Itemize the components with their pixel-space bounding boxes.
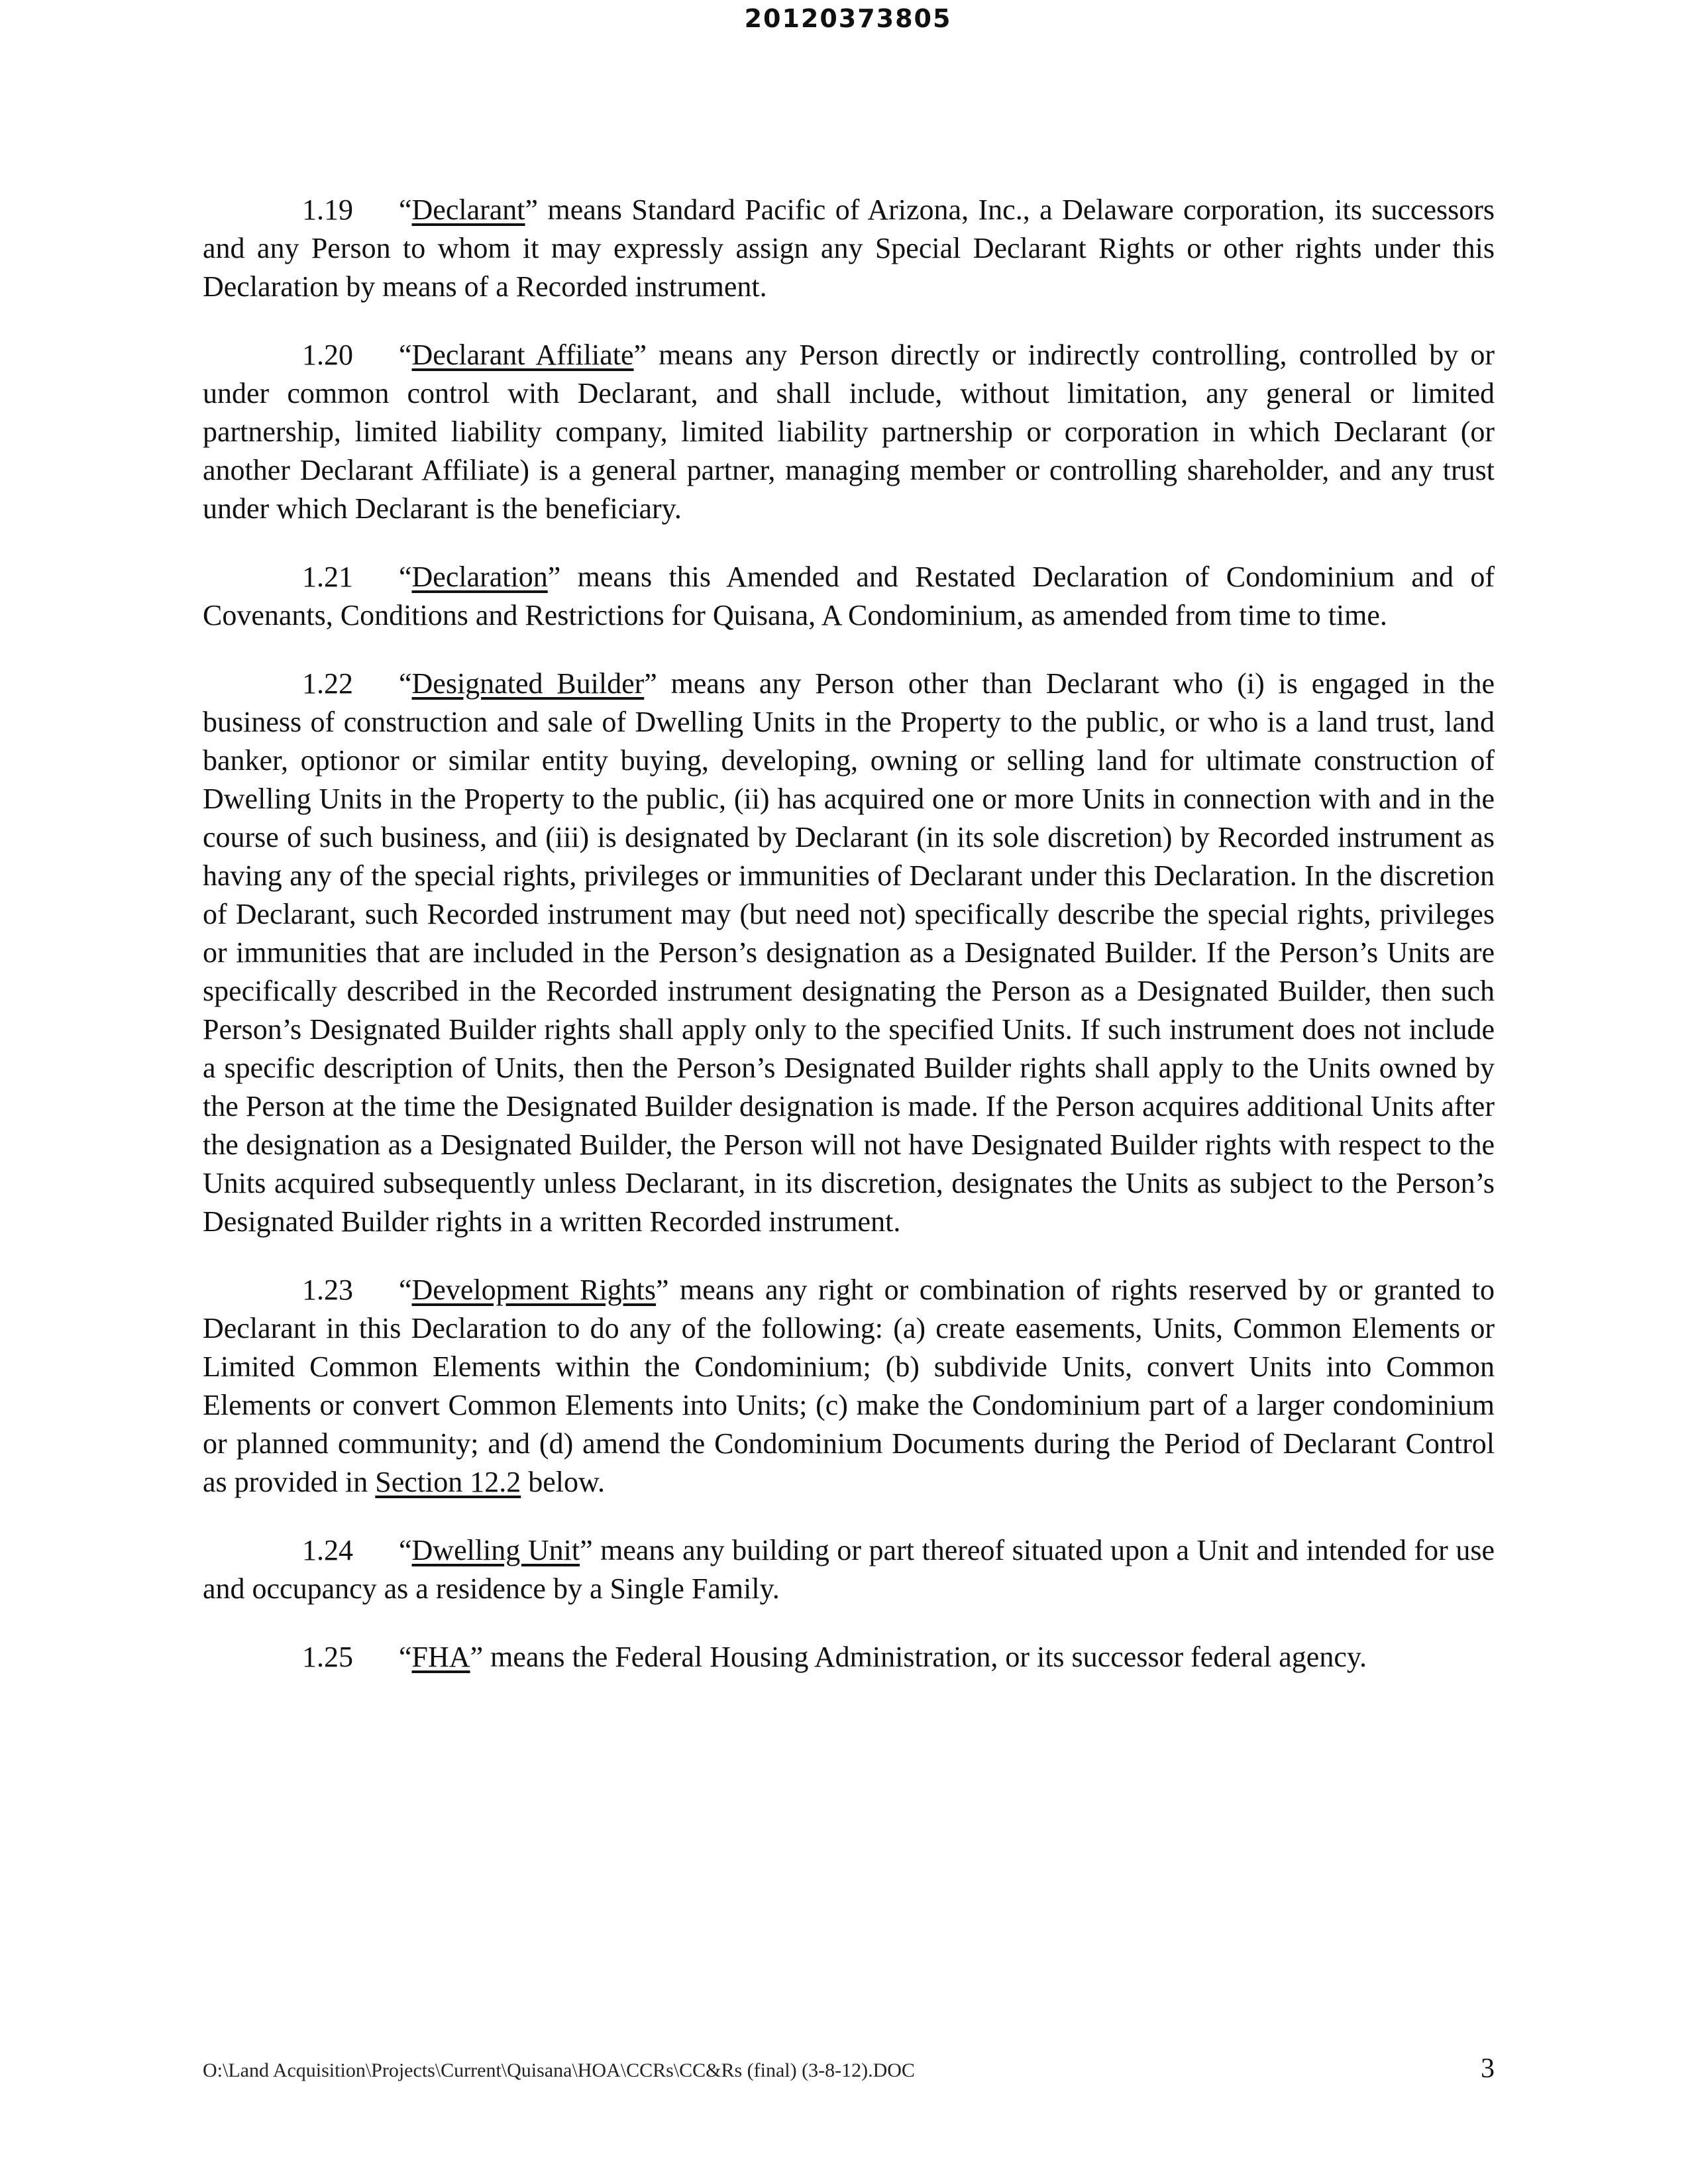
- section-number: 1.21: [302, 561, 353, 593]
- definition-paragraph: 1.22 “Designated Builder” means any Person other than Declarant who (i) is engaged in the business of construction and sale of Dwelling Units in the Property to the public, or who is a land trust, land banker, optionor or similar entity buying, developing, owning or selling land for ultimate construction of Dwelling Units in the Property to the public, (ii) has acquired one or more Units in connection with and in the course of such business, and (iii) is designated by Declarant (in its sole discretion) by Recorded instrument as having any of the special rights, privileges or immunities of Declarant under this Declaration. In the discretion of Declarant, such Recorded instrument may (but need not) specifically describe the special rights, privileges or immunities that are included in the Person’s designation as a Designated Builder. If the Person’s Units are specifically described in the Recorded instrument designating the Person as a Designated Builder, then such Person’s Designated Builder rights shall apply only to the specified Units. If such instrument does not include a specific description of Units, then the Person’s Designated Builder rights shall apply to the Units owned by the Person at the time the Designated Builder designation is made. If the Person acquires additional Units after the designation as a Designated Builder, the Person will not have Designated Builder rights with respect to the Units acquired subsequently unless Declarant, in its discretion, designates the Units as subject to the Person’s Designated Builder rights in a written Recorded instrument.: [203, 665, 1495, 1241]
- section-reference: Section 12.2: [375, 1466, 521, 1498]
- definition-text-end: below.: [521, 1466, 605, 1498]
- defined-term: Declarant: [411, 193, 525, 226]
- section-number: 1.20: [302, 339, 353, 371]
- definition-paragraph: 1.20 “Declarant Affiliate” means any Person directly or indirectly controlling, controlled by or under common control with Declarant, and shall include, without limitation, any general or limited partnership, limited liability company, limited liability partnership or corporation in which Declarant (or another Declarant Affiliate) is a general partner, managing member or controlling shareholder, and any trust under which Declarant is the beneficiary.: [203, 336, 1495, 528]
- defined-term: Development Rights: [411, 1274, 656, 1306]
- defined-term: Dwelling Unit: [411, 1534, 580, 1566]
- definition-paragraph: 1.25 “FHA” means the Federal Housing Administration, or its successor federal agency.: [203, 1638, 1495, 1676]
- definition-paragraph: 1.19 “Declarant” means Standard Pacific of Arizona, Inc., a Delaware corporation, its successors and any Person to whom it may expressly assign any Special Declarant Rights or other rights under this Declaration by means of a Recorded instrument.: [203, 191, 1495, 306]
- defined-term: FHA: [411, 1641, 470, 1673]
- definition-paragraph: 1.23 “Development Rights” means any right or combination of rights reserved by or granted to Declarant in this Declaration to do any of the following: (a) create easements, Units, Common Elements or Limited Common Elements within the Condominium; (b) subdivide Units, convert Units into Common Elements or convert Common Elements into Units; (c) make the Condominium part of a larger condominium or planned community; and (d) amend the Condominium Documents during the Period of Declarant Control as provided in Section 12.2 below.: [203, 1271, 1495, 1502]
- definition-text: means any right or combination of rights reserved by or granted to Declarant in this Declaration to do any of the following: (a) create easements, Units, Common Elements or Limited Common Elements within the Condominium; (b) subdivide Units, convert Units into Common Elements or convert Common Elements into Units; (c) make the Condominium part of a larger condominium or planned community; and (d) amend the Condominium Documents during the Period of Declarant Control as provided in: [203, 1274, 1495, 1498]
- definition-text: means any building or part thereof situated upon a Unit and intended for use and occupancy as a residence by a Single Family.: [203, 1534, 1495, 1605]
- section-number: 1.24: [302, 1534, 353, 1566]
- definition-text: means the Federal Housing Administration, or its successor federal agency.: [483, 1641, 1367, 1673]
- definition-text: means this Amended and Restated Declaration of Condominium and of Covenants, Conditions and Restrictions for Quisana, A Condominium, as amended from time to time.: [203, 561, 1495, 631]
- definition-paragraph: 1.21 “Declaration” means this Amended and Restated Declaration of Condominium and of Covenants, Conditions and Restrictions for Quisana, A Condominium, as amended from time to time.: [203, 558, 1495, 635]
- section-number: 1.23: [302, 1274, 353, 1306]
- defined-term: Declarant Affiliate: [411, 339, 634, 371]
- section-number: 1.22: [302, 667, 353, 700]
- page-number: 3: [1481, 2053, 1495, 2084]
- section-number: 1.25: [302, 1641, 353, 1673]
- footer-file-path: O:\Land Acquisition\Projects\Current\Quisana\HOA\CCRs\CC&Rs (final) (3-8-12).DOC: [203, 2059, 915, 2081]
- definition-text: means Standard Pacific of Arizona, Inc., a Delaware corporation, its successors and any Person to whom it may expressly assign any Special Declarant Rights or other rights under this Declaration by means of a Recorded instrument.: [203, 193, 1495, 303]
- definition-text: means any Person other than Declarant who (i) is engaged in the business of construction and sale of Dwelling Units in the Property to the public, or who is a land trust, land banker, optionor or similar entity buying, developing, owning or selling land for ultimate construction of Dwelling Units in the Property to the public, (ii) has acquired one or more Units in connection with and in the course of such business, and (iii) is designated by Declarant (in its sole discretion) by Recorded instrument as having any of the special rights, privileges or immunities of Declarant under this Declaration. In the discretion of Declarant, such Recorded instrument may (but need not) specifically describe the special rights, privileges or immunities that are included in the Person’s designation as a Designated Builder. If the Person’s Units are specifically described in the Recorded instrument designating the Person as a Designated Builder, then such Person’s Designated Builder rights shall apply only to the specified Units. If such instrument does not include a specific description of Units, then the Person’s Designated Builder rights shall apply to the Units owned by the Person at the time the Designated Builder designation is made. If the Person acquires additional Units after the designation as a Designated Builder, the Person will not have Designated Builder rights with respect to the Units acquired subsequently unless Declarant, in its discretion, designates the Units as subject to the Person’s Designated Builder rights in a written Recorded instrument.: [203, 667, 1495, 1238]
- recording-number: 20120373805: [744, 4, 952, 33]
- section-number: 1.19: [302, 193, 353, 226]
- defined-term: Designated Builder: [411, 667, 645, 700]
- definition-text: means any Person directly or indirectly controlling, controlled by or under common control with Declarant, and shall include, without limitation, any general or limited partnership, limited liability company, limited liability partnership or corporation in which Declarant (or another Declarant Affiliate) is a general partner, managing member or controlling shareholder, and any trust under which Declarant is the beneficiary.: [203, 339, 1495, 525]
- document-body: [203, 191, 1495, 1706]
- defined-term: Declaration: [411, 561, 548, 593]
- definition-paragraph: 1.24 “Dwelling Unit” means any building or part thereof situated upon a Unit and intended for use and occupancy as a residence by a Single Family.: [203, 1531, 1495, 1608]
